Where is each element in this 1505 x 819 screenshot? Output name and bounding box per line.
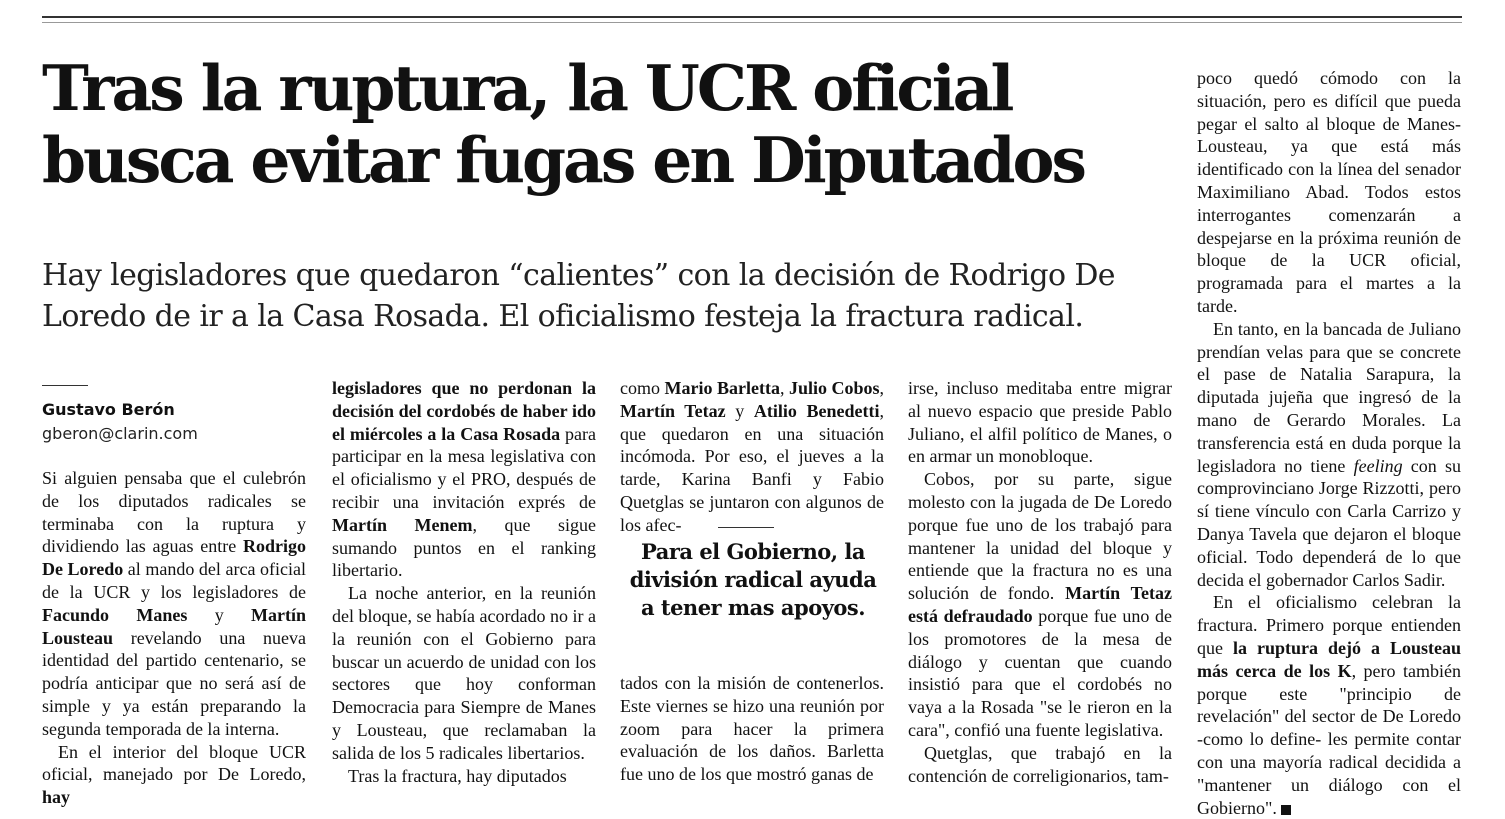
pullquote-rule	[718, 527, 774, 528]
col3-paragraph-1: como Mario Barletta, Julio Cobos, Martín Tetaz y Atilio Benedetti, que quedaron en una situación incómoda. Por eso, el jueves a la tarde, Karina Banfi y Fabio Quetglas se juntaron con algunos de los afec-	[620, 378, 885, 535]
col2-paragraph-3: Tras la fractura, hay diputados	[348, 765, 567, 786]
column-2	[332, 377, 596, 787]
column-3-bottom	[620, 672, 884, 786]
col5-paragraph-1: poco quedó cómodo con la situación, pero es difícil que pueda pegar el salto al bloque de Manes-Lousteau, ya que está más identificado con la línea del senador Maximiliano Abad. Todos estos interrogantes comenzarán a despejarse en la próxima reunión de bloque de la UCR oficial, programada para el martes a la tarde.	[1197, 68, 1461, 316]
col1-paragraph-2: En el interior del bloque UCR oficial, manejado por De Loredo, hay	[42, 741, 306, 808]
top-rule-thin	[42, 22, 1462, 23]
top-rule	[42, 16, 1462, 18]
column-4	[908, 377, 1172, 787]
byline-rule	[42, 385, 88, 386]
col2-paragraph-1: legisladores que no perdonan la decisión del cordobés de haber ido el miércoles a la Casa Rosada para participar en la mesa legislativa con el oficialismo y el PRO, después de recibir una invitación exprés de Martín Menem, que sigue sumando puntos en el ranking libertario.	[332, 378, 596, 581]
deck-subheadline: Hay legisladores que quedaron “calientes” con la decisión de Rodrigo De Loredo de ir a la Casa Rosada. El oficialismo festeja la fractura radical.	[42, 258, 1115, 334]
pullquote: Para el Gobierno, la división radical ayuda a tener mas apoyos.	[629, 539, 877, 620]
column-3-top	[620, 377, 884, 537]
end-of-article-mark	[1281, 805, 1291, 815]
col2-paragraph-2: La noche anterior, en la reunión del bloque, se había acordado no ir a la reunión con el Gobierno para buscar un acuerdo de unidad con los sectores que hoy conforman Democracia para Siempre de Manes y Lousteau, que reclamaban la salida de los 5 radicales libertarios.	[332, 583, 596, 763]
headline: Tras la ruptura, la UCR oficial busca evitar fugas en Diputados	[42, 51, 1084, 197]
column-5	[1197, 67, 1461, 819]
col4-paragraph-1: irse, incluso meditaba entre migrar al nuevo espacio que preside Pablo Juliano, el alfil político de Manes, o en armar un monobloque.	[908, 378, 1172, 467]
col4-paragraph-3: Quetglas, que trabajó en la contención de correligionarios, tam-	[908, 742, 1172, 786]
byline-email[interactable]: gberon@clarin.com	[42, 424, 198, 443]
byline-author: Gustavo Berón	[42, 400, 175, 419]
col5-paragraph-3: En el oficialismo celebran la fractura. Primero porque entienden que la ruptura dejó a Lousteau más cerca de los K, pero también porque este "principio de revelación" del sector de De Loredo -como lo define- les permite contar con una mayoría radical decidida a "mantener un diálogo con el Gobierno".	[1197, 592, 1462, 818]
col5-paragraph-2: En tanto, en la bancada de Juliano prendían velas para que se concrete el pase de Natalia Sarapura, la diputada jujeña que ingresó de la mano de Gerardo Morales. La transferencia está en duda porque la legisladora no tiene feeling con su comprovinciano Jorge Rizzotti, pero sí tiene vínculo con Carla Carrizo y Danya Tavela que dejaron el bloque oficial. Todo dependerá de lo que decida el gobernador Carlos Sadir.	[1197, 318, 1461, 590]
column-1	[42, 467, 306, 809]
col1-paragraph-1: Si alguien pensaba que el culebrón de los diputados radicales se terminaba con la ruptura y dividiendo las aguas entre Rodrigo De Loredo al mando del arca oficial de la UCR y los legisladores de Facundo Manes y Martín Lousteau revelando una nueva identidad del partido centenario, se podría anticipar que no será así de simple y ya están preparando la segunda temporada de la interna.	[42, 468, 307, 739]
col4-paragraph-2: Cobos, por su parte, sigue molesto con la jugada de De Loredo porque fue uno de los trabajó para mantener la unidad del bloque y entiende que la fractura no es una solución de fondo. Martín Tetaz está defraudado porque fue uno de los promotores de la mesa de diálogo y cuentan que cuando insistió para que el cordobés no vaya a la Rosada "se le rieron en la cara", confió una fuente legislativa.	[908, 469, 1172, 740]
col3-paragraph-2: tados con la misión de contenerlos. Este viernes se hizo una reunión por zoom para hacer la primera evaluación de los daños. Barletta fue uno de los que mostró ganas de	[620, 673, 884, 785]
